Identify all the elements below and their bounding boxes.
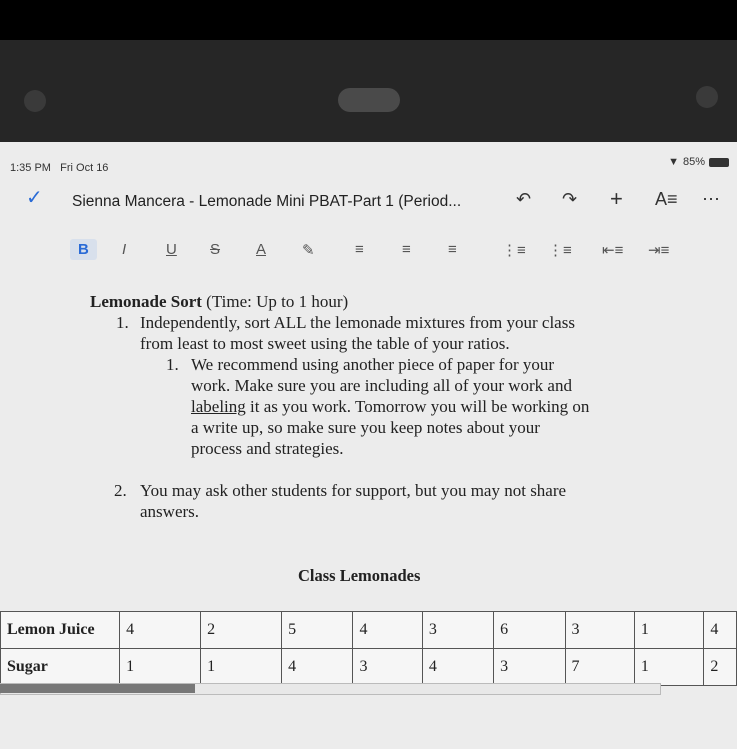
status-time: 1:35 PM — [10, 162, 51, 174]
plus-icon[interactable]: + — [610, 186, 623, 211]
redo-icon[interactable]: ↷ — [562, 189, 578, 209]
document-title[interactable]: Sienna Mancera - Lemonade Mini PBAT-Part 1 (Period... — [72, 193, 462, 210]
decrease-indent-icon[interactable]: ⇤≡ — [602, 242, 624, 259]
table-caption: Class Lemonades — [298, 566, 421, 585]
text-format-icon[interactable]: A≡ — [655, 189, 678, 209]
list-item-text: answers. — [140, 502, 200, 521]
strikethrough-button[interactable]: S — [210, 241, 221, 258]
bold-button[interactable]: B — [70, 239, 97, 260]
bulleted-list-icon[interactable]: ⋮≡ — [502, 242, 526, 259]
camera — [338, 88, 400, 112]
table-cell: 1 — [634, 649, 703, 686]
list-item-text: We recommend using another piece of paper for your — [191, 355, 555, 374]
doc-toolbar — [0, 185, 737, 219]
battery-percent: 85% — [682, 156, 705, 168]
align-center-icon[interactable]: ≡ — [402, 241, 411, 258]
numbered-list-icon[interactable]: ⋮≡ — [548, 242, 572, 259]
align-right-icon[interactable]: ≡ — [448, 241, 457, 258]
table-cell: 3 — [422, 612, 493, 649]
align-left-icon[interactable]: ≡ — [355, 241, 364, 258]
battery-icon — [709, 158, 729, 167]
table-cell: 2 — [201, 612, 282, 649]
list-number: 1. — [116, 313, 129, 332]
table-cell: 1 — [120, 649, 201, 686]
underline-button[interactable]: U — [166, 241, 177, 258]
increase-indent-icon[interactable]: ⇥≡ — [648, 242, 670, 259]
list-item-text: work. Make sure you are including all of your work and — [191, 376, 572, 395]
table-cell: 4 — [704, 612, 737, 649]
table-row — [1, 649, 737, 686]
check-icon[interactable]: ✓ — [26, 187, 43, 209]
list-number: 2. — [114, 481, 127, 500]
table-cell: 7 — [565, 649, 634, 686]
table-cell: 6 — [494, 612, 565, 649]
table-row — [1, 612, 737, 649]
list-item-text: You may ask other students for support, but you may not share — [140, 481, 567, 500]
table-cell: 3 — [353, 649, 422, 686]
list-item-text: a write up, so make sure you keep notes about your — [191, 418, 540, 437]
wifi-icon: ▼ — [668, 156, 679, 168]
device-bezel — [0, 40, 737, 142]
table-cell: 4 — [120, 612, 201, 649]
list-number: 1. — [166, 355, 179, 374]
list-item-text: labeling it as you work. Tomorrow you will be working on — [191, 397, 590, 416]
list-item-text: process and strategies. — [191, 439, 344, 458]
more-icon[interactable]: ⋯ — [702, 189, 720, 209]
sensor-left — [24, 90, 46, 112]
sensor-right — [696, 86, 718, 108]
class-lemonades-table[interactable] — [0, 611, 737, 686]
undo-icon[interactable]: ↶ — [516, 189, 532, 209]
table-cell: 1 — [201, 649, 282, 686]
row-header: Lemon Juice — [1, 612, 120, 649]
table-cell: 1 — [634, 612, 703, 649]
table-cell: 4 — [353, 612, 422, 649]
table-cell: 5 — [282, 612, 353, 649]
table-cell: 4 — [282, 649, 353, 686]
table-cell: 4 — [422, 649, 493, 686]
status-date: Fri Oct 16 — [60, 162, 109, 174]
list-item-text: Independently, sort ALL the lemonade mixtures from your class — [140, 313, 575, 332]
format-toolbar — [0, 233, 737, 269]
row-header: Sugar — [1, 649, 120, 686]
highlight-icon[interactable]: ✎ — [302, 242, 315, 259]
table-cell: 3 — [494, 649, 565, 686]
list-item-text: from least to most sweet using the table of your ratios. — [140, 334, 510, 353]
table-cell: 3 — [565, 612, 634, 649]
text-color-button[interactable]: A — [256, 241, 267, 258]
section-heading: Lemonade Sort (Time: Up to 1 hour) — [90, 292, 349, 311]
table-cell: 2 — [704, 649, 737, 686]
italic-button[interactable]: I — [122, 241, 127, 258]
scrollbar-thumb[interactable] — [0, 684, 195, 693]
